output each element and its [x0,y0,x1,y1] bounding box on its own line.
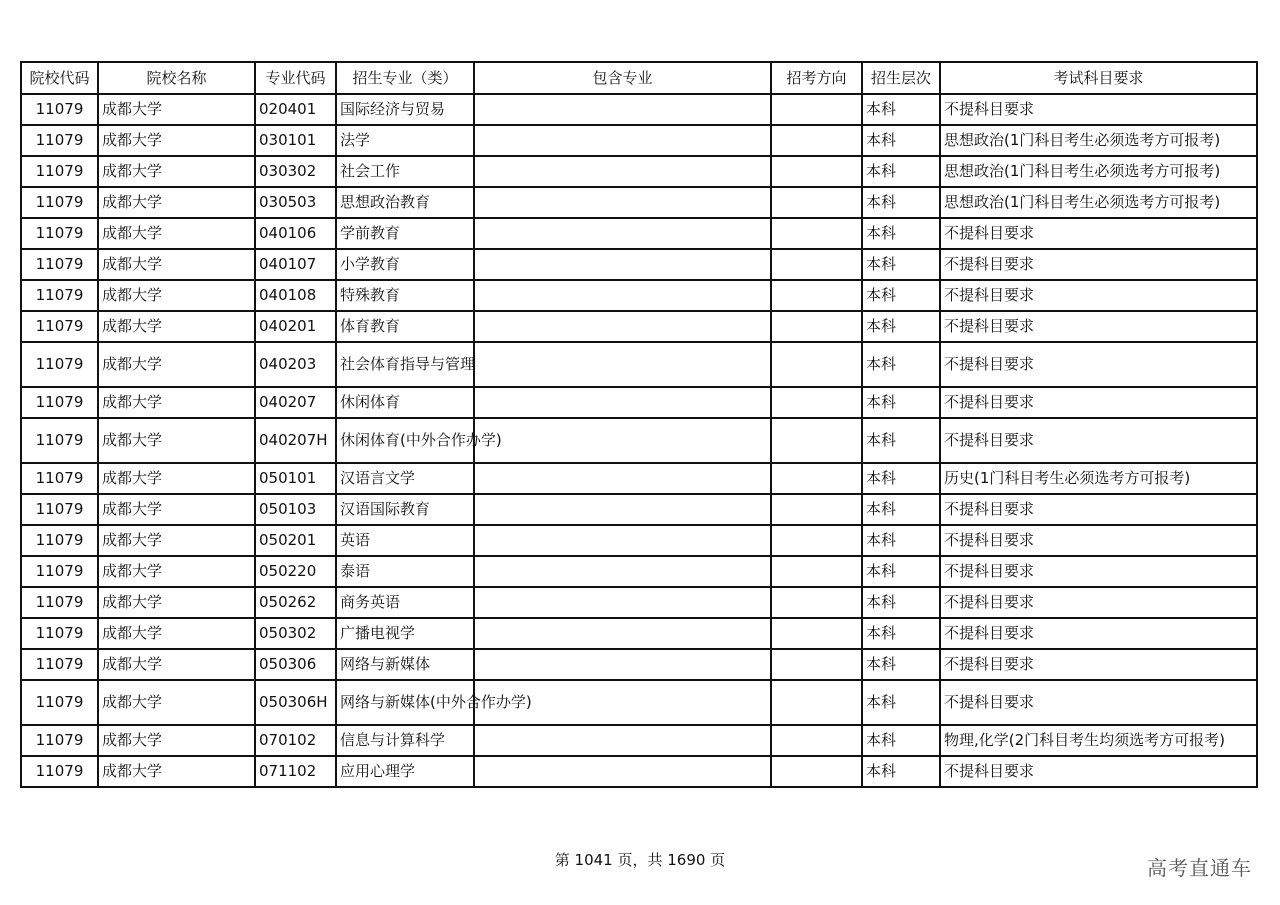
header-level: 招生层次 [862,62,940,94]
cell-included-majors [474,280,771,311]
cell-major: 汉语言文学 [336,463,474,494]
cell-direction [771,618,862,649]
cell-direction [771,587,862,618]
header-major: 招生专业（类） [336,62,474,94]
cell-level: 本科 [862,249,940,280]
cell-major-code: 030101 [255,125,336,156]
cell-school-name: 成都大学 [98,587,255,618]
table-row [21,280,1257,311]
cell-subject-requirement: 思想政治(1门科目考生必须选考方可报考) [940,187,1257,218]
table-row [21,218,1257,249]
cell-included-majors [474,756,771,787]
cell-major: 信息与计算科学 [336,725,474,756]
cell-included-majors [474,156,771,187]
table-row [21,494,1257,525]
cell-direction [771,311,862,342]
cell-school-code: 11079 [21,218,98,249]
cell-level: 本科 [862,342,940,387]
cell-direction [771,218,862,249]
cell-school-name: 成都大学 [98,618,255,649]
cell-school-code: 11079 [21,494,98,525]
cell-level: 本科 [862,187,940,218]
cell-major: 汉语国际教育 [336,494,474,525]
cell-school-name: 成都大学 [98,418,255,463]
cell-direction [771,725,862,756]
cell-included-majors [474,418,771,463]
cell-included-majors [474,494,771,525]
cell-school-name: 成都大学 [98,387,255,418]
cell-school-name: 成都大学 [98,463,255,494]
cell-major: 泰语 [336,556,474,587]
cell-major-code: 040207 [255,387,336,418]
cell-included-majors [474,218,771,249]
table-row [21,249,1257,280]
cell-subject-requirement: 不提科目要求 [940,249,1257,280]
header-included-majors: 包含专业 [474,62,771,94]
cell-major-code: 020401 [255,94,336,125]
table-row [21,94,1257,125]
cell-direction [771,280,862,311]
cell-school-code: 11079 [21,94,98,125]
cell-direction [771,387,862,418]
cell-major: 广播电视学 [336,618,474,649]
cell-school-code: 11079 [21,280,98,311]
cell-level: 本科 [862,311,940,342]
cell-school-name: 成都大学 [98,94,255,125]
cell-direction [771,418,862,463]
cell-subject-requirement: 历史(1门科目考生必须选考方可报考) [940,463,1257,494]
cell-school-name: 成都大学 [98,649,255,680]
cell-major-code: 050262 [255,587,336,618]
cell-school-name: 成都大学 [98,280,255,311]
cell-major-code: 040108 [255,280,336,311]
cell-major-code: 050302 [255,618,336,649]
table-row [21,387,1257,418]
cell-major-code: 040207H [255,418,336,463]
cell-direction [771,187,862,218]
cell-direction [771,680,862,725]
cell-major: 应用心理学 [336,756,474,787]
cell-subject-requirement: 不提科目要求 [940,342,1257,387]
admissions-table [20,61,1258,788]
table-row [21,756,1257,787]
cell-included-majors [474,94,771,125]
header-subject-requirement: 考试科目要求 [940,62,1257,94]
cell-school-code: 11079 [21,587,98,618]
cell-school-name: 成都大学 [98,156,255,187]
cell-subject-requirement: 思想政治(1门科目考生必须选考方可报考) [940,125,1257,156]
cell-level: 本科 [862,725,940,756]
cell-school-code: 11079 [21,387,98,418]
cell-direction [771,156,862,187]
cell-school-name: 成都大学 [98,218,255,249]
table-row [21,125,1257,156]
header-major-code: 专业代码 [255,62,336,94]
header-direction: 招考方向 [771,62,862,94]
cell-subject-requirement: 不提科目要求 [940,418,1257,463]
table-row [21,618,1257,649]
cell-direction [771,494,862,525]
cell-school-name: 成都大学 [98,125,255,156]
cell-included-majors [474,311,771,342]
table-row [21,649,1257,680]
cell-major-code: 050101 [255,463,336,494]
cell-major-code: 030503 [255,187,336,218]
table-row [21,463,1257,494]
cell-school-code: 11079 [21,249,98,280]
table-row [21,418,1257,463]
cell-subject-requirement: 不提科目要求 [940,94,1257,125]
cell-major: 商务英语 [336,587,474,618]
cell-direction [771,649,862,680]
cell-school-code: 11079 [21,556,98,587]
table-header-row [21,62,1257,94]
cell-major-code: 071102 [255,756,336,787]
cell-major-code: 050220 [255,556,336,587]
cell-major: 体育教育 [336,311,474,342]
cell-school-name: 成都大学 [98,756,255,787]
cell-major-code: 050103 [255,494,336,525]
cell-level: 本科 [862,218,940,249]
cell-direction [771,249,862,280]
watermark-logo-text: 高考直通车 [1147,856,1252,880]
cell-subject-requirement: 思想政治(1门科目考生必须选考方可报考) [940,156,1257,187]
cell-included-majors [474,556,771,587]
cell-school-code: 11079 [21,680,98,725]
cell-major: 英语 [336,525,474,556]
cell-direction [771,756,862,787]
cell-direction [771,125,862,156]
cell-major-code: 050306H [255,680,336,725]
cell-included-majors [474,187,771,218]
cell-major-code: 040203 [255,342,336,387]
cell-school-code: 11079 [21,463,98,494]
table-row [21,187,1257,218]
cell-school-code: 11079 [21,725,98,756]
cell-major-code: 040106 [255,218,336,249]
cell-included-majors [474,125,771,156]
cell-level: 本科 [862,156,940,187]
cell-level: 本科 [862,756,940,787]
cell-included-majors [474,725,771,756]
cell-level: 本科 [862,418,940,463]
cell-included-majors [474,342,771,387]
cell-school-name: 成都大学 [98,187,255,218]
cell-subject-requirement: 不提科目要求 [940,494,1257,525]
cell-direction [771,94,862,125]
cell-major-code: 050201 [255,525,336,556]
cell-school-code: 11079 [21,156,98,187]
cell-included-majors [474,618,771,649]
cell-subject-requirement: 不提科目要求 [940,649,1257,680]
cell-level: 本科 [862,680,940,725]
cell-major: 思想政治教育 [336,187,474,218]
cell-school-code: 11079 [21,618,98,649]
table-row [21,587,1257,618]
cell-level: 本科 [862,463,940,494]
cell-school-code: 11079 [21,649,98,680]
cell-included-majors [474,387,771,418]
cell-school-name: 成都大学 [98,494,255,525]
cell-level: 本科 [862,618,940,649]
cell-major: 特殊教育 [336,280,474,311]
cell-level: 本科 [862,94,940,125]
cell-school-code: 11079 [21,525,98,556]
cell-school-name: 成都大学 [98,680,255,725]
cell-subject-requirement: 不提科目要求 [940,618,1257,649]
cell-school-name: 成都大学 [98,249,255,280]
cell-major: 小学教育 [336,249,474,280]
cell-school-code: 11079 [21,125,98,156]
cell-subject-requirement: 不提科目要求 [940,218,1257,249]
cell-level: 本科 [862,649,940,680]
cell-included-majors [474,587,771,618]
cell-school-name: 成都大学 [98,342,255,387]
cell-major-code: 070102 [255,725,336,756]
cell-level: 本科 [862,125,940,156]
cell-level: 本科 [862,587,940,618]
cell-level: 本科 [862,525,940,556]
cell-major-code: 040201 [255,311,336,342]
cell-subject-requirement: 物理,化学(2门科目考生均须选考方可报考) [940,725,1257,756]
cell-school-code: 11079 [21,418,98,463]
table-row [21,525,1257,556]
cell-subject-requirement: 不提科目要求 [940,387,1257,418]
cell-school-name: 成都大学 [98,725,255,756]
cell-school-name: 成都大学 [98,311,255,342]
cell-subject-requirement: 不提科目要求 [940,587,1257,618]
cell-subject-requirement: 不提科目要求 [940,556,1257,587]
cell-subject-requirement: 不提科目要求 [940,756,1257,787]
cell-major: 休闲体育 [336,387,474,418]
cell-major: 学前教育 [336,218,474,249]
table-row [21,156,1257,187]
cell-major: 法学 [336,125,474,156]
header-school-code: 院校代码 [21,62,98,94]
cell-included-majors [474,249,771,280]
cell-direction [771,556,862,587]
cell-school-code: 11079 [21,311,98,342]
cell-major-code: 030302 [255,156,336,187]
cell-major-code: 050306 [255,649,336,680]
cell-major: 社会体育指导与管理 [336,342,474,387]
cell-subject-requirement: 不提科目要求 [940,525,1257,556]
table-row [21,725,1257,756]
cell-level: 本科 [862,280,940,311]
cell-school-code: 11079 [21,187,98,218]
header-school-name: 院校名称 [98,62,255,94]
cell-major: 休闲体育(中外合作办学) [336,418,474,463]
table-row [21,556,1257,587]
cell-major: 社会工作 [336,156,474,187]
cell-major-code: 040107 [255,249,336,280]
cell-subject-requirement: 不提科目要求 [940,280,1257,311]
cell-level: 本科 [862,494,940,525]
page-number: 第 1041 页，共 1690 页 [554,851,726,869]
cell-direction [771,525,862,556]
cell-school-name: 成都大学 [98,525,255,556]
cell-direction [771,342,862,387]
cell-included-majors [474,649,771,680]
cell-included-majors [474,525,771,556]
cell-school-code: 11079 [21,756,98,787]
cell-subject-requirement: 不提科目要求 [940,680,1257,725]
cell-school-code: 11079 [21,342,98,387]
cell-level: 本科 [862,387,940,418]
table-row [21,680,1257,725]
cell-direction [771,463,862,494]
cell-included-majors [474,463,771,494]
cell-major: 网络与新媒体(中外合作办学) [336,680,474,725]
table-row [21,342,1257,387]
cell-major: 网络与新媒体 [336,649,474,680]
cell-school-name: 成都大学 [98,556,255,587]
table-row [21,311,1257,342]
cell-subject-requirement: 不提科目要求 [940,311,1257,342]
cell-level: 本科 [862,556,940,587]
cell-major: 国际经济与贸易 [336,94,474,125]
